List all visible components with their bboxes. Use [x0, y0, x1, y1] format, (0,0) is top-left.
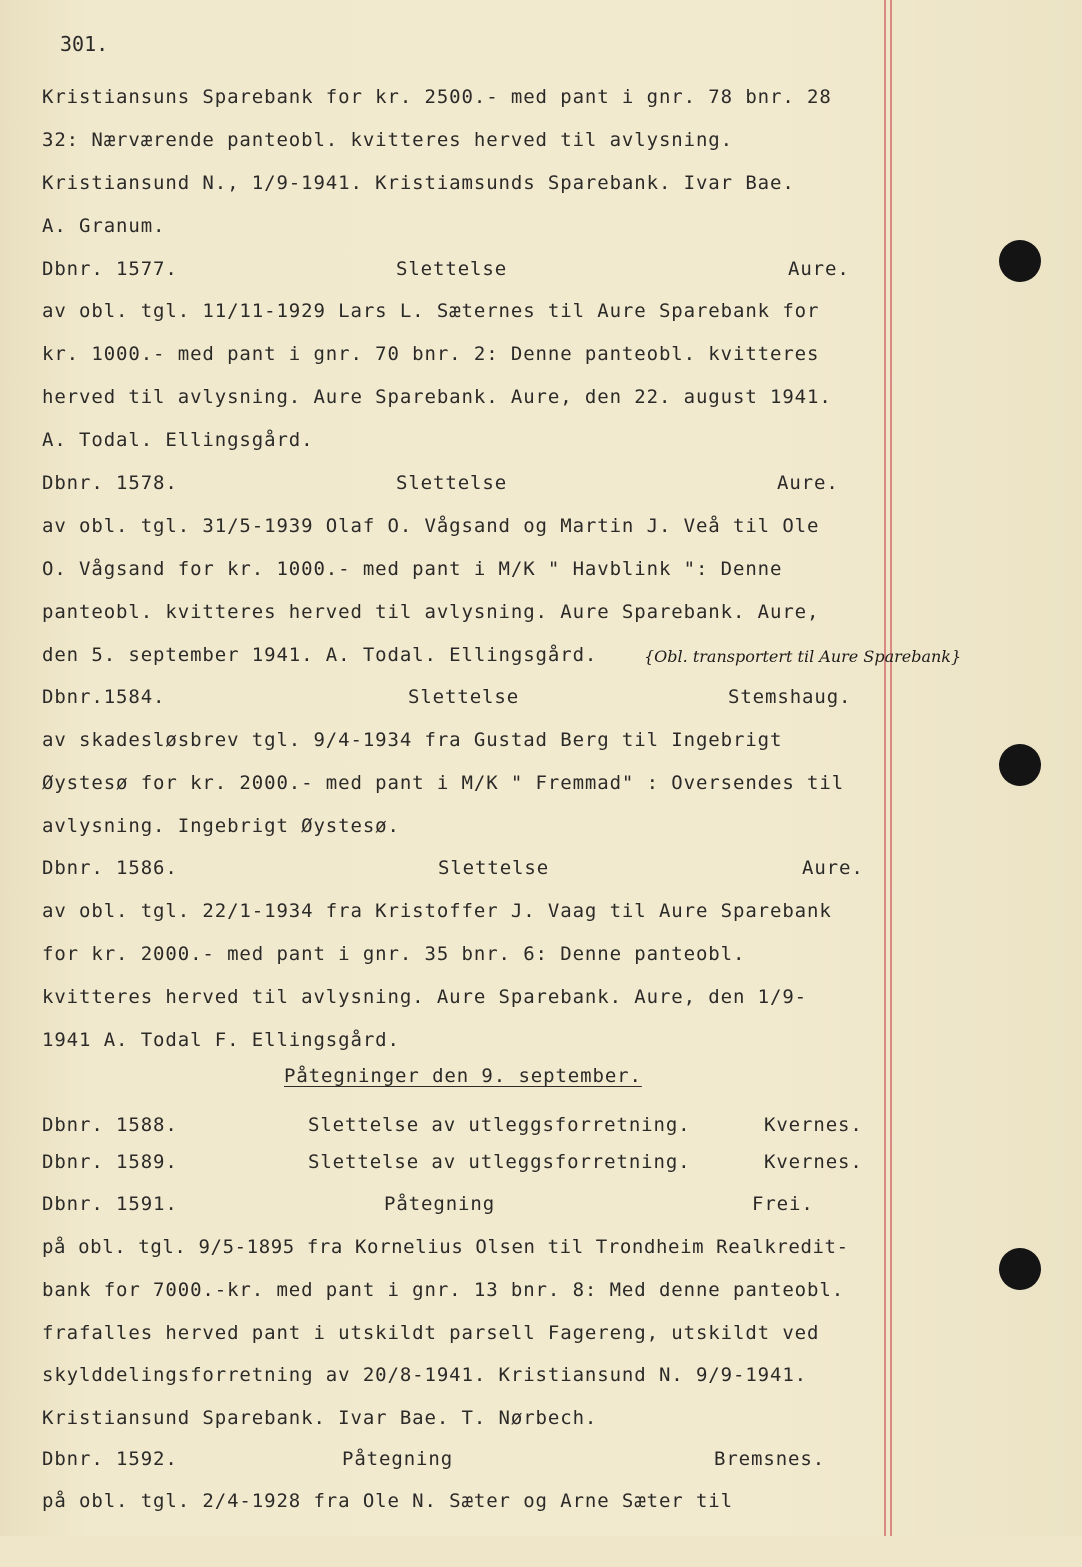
- margin-line: [884, 0, 886, 1536]
- entry-type: Slettelse: [396, 472, 508, 494]
- entry-place: Aure.: [777, 472, 839, 494]
- entry-header: [42, 471, 872, 495]
- entry-type: Slettelse: [396, 258, 508, 280]
- entry-place: Kvernes.: [764, 1114, 863, 1136]
- text-line: frafalles herved pant i utskildt parsell Fagereng, utskildt ved: [42, 1322, 820, 1344]
- text-line: Kristiansuns Sparebank for kr. 2500.- med pant i gnr. 78 bnr. 28: [42, 86, 832, 108]
- text-line: avlysning. Ingebrigt Øystesø.: [42, 815, 400, 837]
- text-line: kr. 1000.- med pant i gnr. 70 bnr. 2: Denne panteobl. kvitteres: [42, 343, 820, 365]
- text-line: A. Todal. Ellingsgård.: [42, 429, 314, 451]
- text-line: herved til avlysning. Aure Sparebank. Aure, den 22. august 1941.: [42, 386, 832, 408]
- entry-number: Dbnr. 1588.: [42, 1114, 178, 1136]
- text-line: av obl. tgl. 11/11-1929 Lars L. Sæternes til Aure Sparebank for: [42, 300, 820, 322]
- text-line: skylddelingsforretning av 20/8-1941. Kristiansund N. 9/9-1941.: [42, 1364, 808, 1386]
- text-line: kvitteres herved til avlysning. Aure Sparebank. Aure, den 1/9-: [42, 986, 808, 1008]
- text-line: 1941 A. Todal F. Ellingsgård.: [42, 1029, 400, 1051]
- text-line: Øystesø for kr. 2000.- med pant i M/K " Fremmad" : Oversendes til: [42, 772, 845, 794]
- text-line: A. Granum.: [42, 215, 166, 237]
- binder-hole: [999, 1248, 1041, 1290]
- text-line: 32: Nærværende panteobl. kvitteres herved til avlysning.: [42, 129, 733, 151]
- text-line: bank for 7000.-kr. med pant i gnr. 13 bnr. 8: Med denne panteobl.: [42, 1279, 845, 1301]
- entry-header: [42, 856, 872, 880]
- page-number: 301.: [60, 32, 109, 56]
- entry-type: Slettelse av utleggsforretning.: [308, 1151, 691, 1173]
- entry-type: Slettelse: [438, 857, 550, 879]
- entry-place: Bremsnes.: [714, 1448, 826, 1470]
- text-line: av skadesløsbrev tgl. 9/4-1934 fra Gustad Berg til Ingebrigt: [42, 729, 783, 751]
- entry-header: [42, 1192, 872, 1216]
- text-line: panteobl. kvitteres herved til avlysning. Aure Sparebank. Aure,: [42, 601, 820, 623]
- text-line: Kristiansund N., 1/9-1941. Kristiamsunds Sparebank. Ivar Bae.: [42, 172, 795, 194]
- entry-type: Påtegning: [342, 1448, 454, 1470]
- entry-type: Slettelse: [408, 686, 520, 708]
- entry-header: [42, 1447, 872, 1471]
- line-text: den 5. september 1941. A. Todal. Ellingsgård.: [42, 644, 598, 666]
- entry-header: [42, 1113, 872, 1137]
- margin-line: [890, 0, 892, 1536]
- entry-number: Dbnr.1584.: [42, 686, 166, 708]
- binder-hole: [999, 240, 1041, 282]
- section-heading: Påtegninger den 9. september.: [284, 1065, 642, 1087]
- entry-header: [42, 257, 872, 281]
- entry-type: Slettelse av utleggsforretning.: [308, 1114, 691, 1136]
- entry-number: Dbnr. 1591.: [42, 1193, 178, 1215]
- text-line: Kristiansund Sparebank. Ivar Bae. T. Nørbech.: [42, 1407, 598, 1429]
- entry-place: Kvernes.: [764, 1151, 863, 1173]
- handwritten-note: {Obl. transportert til Aure Sparebank}: [644, 647, 962, 666]
- entry-place: Stemshaug.: [728, 686, 852, 708]
- entry-number: Dbnr. 1578.: [42, 472, 178, 494]
- entry-type: Påtegning: [384, 1193, 496, 1215]
- text-line: O. Vågsand for kr. 1000.- med pant i M/K " Havblink ": Denne: [42, 558, 783, 580]
- entry-place: Aure.: [788, 258, 850, 280]
- text-line: på obl. tgl. 9/5-1895 fra Kornelius Olsen til Trondheim Realkredit-: [42, 1236, 849, 1258]
- entry-number: Dbnr. 1586.: [42, 857, 178, 879]
- entry-header: [42, 685, 872, 709]
- text-line: [42, 643, 962, 667]
- text-line: av obl. tgl. 31/5-1939 Olaf O. Vågsand og Martin J. Veå til Ole: [42, 515, 820, 537]
- binder-hole: [999, 744, 1041, 786]
- entry-place: Frei.: [752, 1193, 814, 1215]
- text-line: av obl. tgl. 22/1-1934 fra Kristoffer J. Vaag til Aure Sparebank: [42, 900, 832, 922]
- entry-number: Dbnr. 1592.: [42, 1448, 178, 1470]
- entry-number: Dbnr. 1589.: [42, 1151, 178, 1173]
- entry-header: [42, 1150, 872, 1174]
- text-line: for kr. 2000.- med pant i gnr. 35 bnr. 6: Denne panteobl.: [42, 943, 746, 965]
- text-line: på obl. tgl. 2/4-1928 fra Ole N. Sæter og Arne Sæter til: [42, 1490, 733, 1512]
- entry-place: Aure.: [802, 857, 864, 879]
- entry-number: Dbnr. 1577.: [42, 258, 178, 280]
